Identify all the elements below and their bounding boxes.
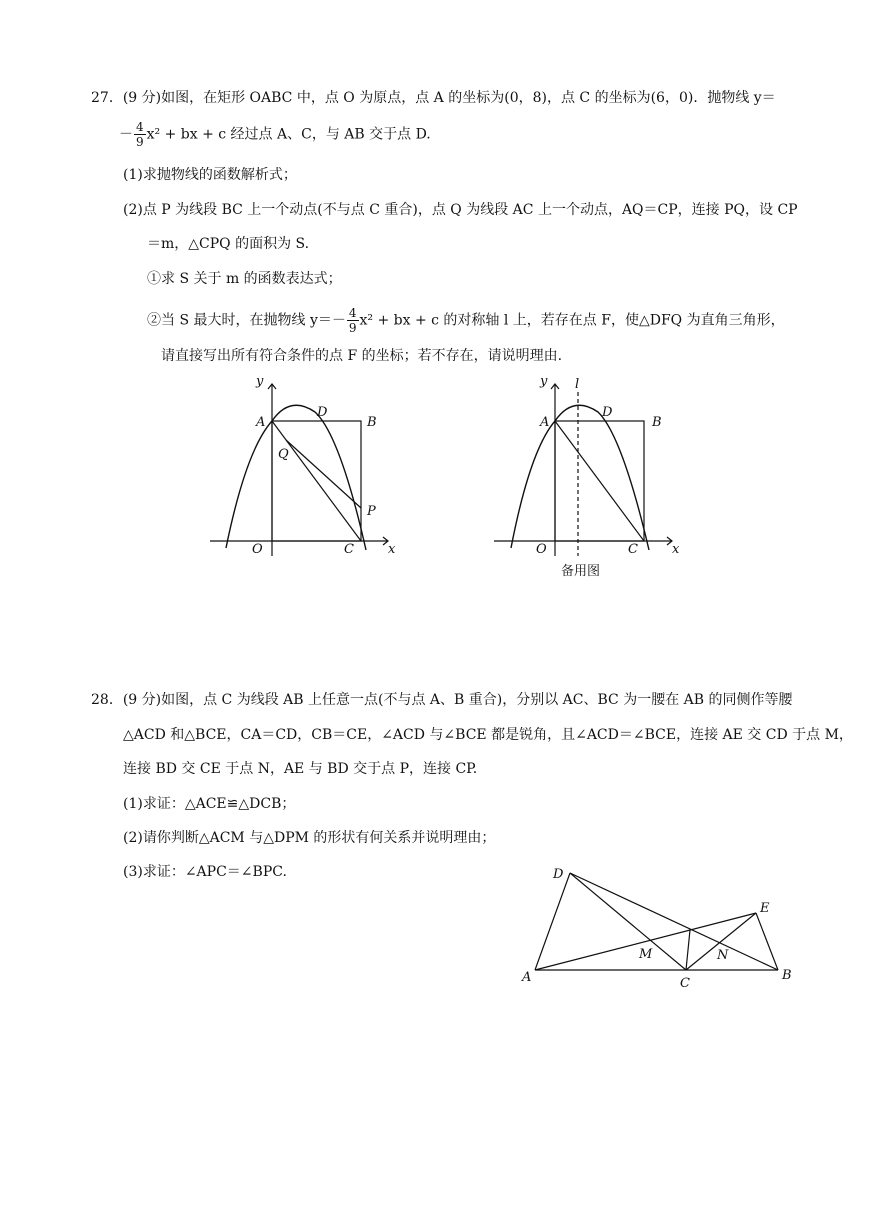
q28-part1: (1)求证：△ACE≌△DCB；: [123, 796, 296, 812]
frac-denominator: 9: [348, 321, 357, 335]
label-P: P: [367, 504, 376, 519]
label-x: x: [672, 542, 680, 557]
q28-line2: △ACD 和△BCE，CA＝CD，CB＝CE，∠ACD 与∠BCE 都是锐角，且∠ACD＝∠BCE，连接 AE 交 CD 于点 M，: [123, 727, 853, 743]
frac-denominator: 9: [136, 135, 144, 149]
q27-minus: －: [119, 126, 133, 143]
label-x: x: [388, 542, 396, 557]
q28-line3: 连接 BD 交 CE 于点 N，AE 与 BD 交于点 P，连接 CP.: [123, 761, 478, 777]
label-E: E: [760, 901, 770, 916]
frac-numerator: 4: [136, 120, 144, 134]
q27-part2a: (2)点 P 为线段 BC 上一个动点(不与点 C 重合)，点 Q 为线段 AC 上一个动点，AQ＝CP，连接 PQ，设 CP: [123, 202, 798, 218]
label-l: l: [575, 377, 580, 392]
label-C: C: [680, 976, 690, 991]
segment-CP: [686, 930, 690, 970]
label-Q: Q: [278, 447, 289, 462]
label-y: y: [540, 374, 548, 389]
q27-part2d-prefix: ②当 S 最大时，在抛物线 y＝－: [147, 312, 346, 329]
label-y: y: [256, 374, 264, 389]
label-O: O: [536, 542, 547, 557]
label-B: B: [367, 415, 377, 430]
q27-part2b: ＝m，△CPQ 的面积为 S.: [147, 236, 310, 252]
label-O: O: [252, 542, 263, 557]
label-C: C: [628, 542, 638, 557]
q27-part2e: 请直接写出所有符合条件的点 F 的坐标；若不存在，请说明理由.: [161, 348, 563, 364]
q27-line2-rest: x² + bx + c 经过点 A、C，与 AB 交于点 D.: [146, 126, 431, 143]
frac-numerator: 4: [348, 306, 357, 320]
label-D: D: [553, 867, 564, 882]
label-B: B: [782, 968, 792, 983]
q28-part2: (2)请你判断△ACM 与△DPM 的形状有何关系并说明理由；: [123, 830, 496, 846]
label-M: M: [639, 947, 653, 962]
q27-line1: 27．(9 分)如图，在矩形 OABC 中，点 O 为原点，点 A 的坐标为(0，8)，点 C 的坐标为(6，0)．抛物线 y＝: [91, 90, 776, 106]
label-C: C: [344, 542, 354, 557]
label-D: D: [317, 405, 328, 420]
q27-part1: (1)求抛物线的函数解析式；: [123, 167, 297, 183]
figure-caption: 备用图: [561, 564, 601, 579]
label-D: D: [602, 405, 613, 420]
segment-AD: [535, 873, 570, 970]
q28-part3: (3)求证：∠APC＝∠BPC.: [123, 864, 287, 880]
q27-part2d-rest: x² + bx + c 的对称轴 l 上，若存在点 F，使△DFQ 为直角三角形，: [359, 312, 785, 329]
label-A: A: [256, 415, 266, 430]
label-A: A: [522, 970, 532, 985]
q28-line1: 28．(9 分)如图，点 C 为线段 AB 上任意一点(不与点 A、B 重合)，分别以 AC、BC 为一腰在 AB 的同侧作等腰: [91, 692, 793, 708]
q27-part2c: ①求 S 关于 m 的函数表达式；: [147, 271, 342, 287]
segment-DC: [570, 873, 686, 970]
label-A: A: [540, 415, 550, 430]
label-N: N: [717, 948, 729, 963]
segment-DB: [570, 873, 778, 970]
label-B: B: [652, 415, 662, 430]
